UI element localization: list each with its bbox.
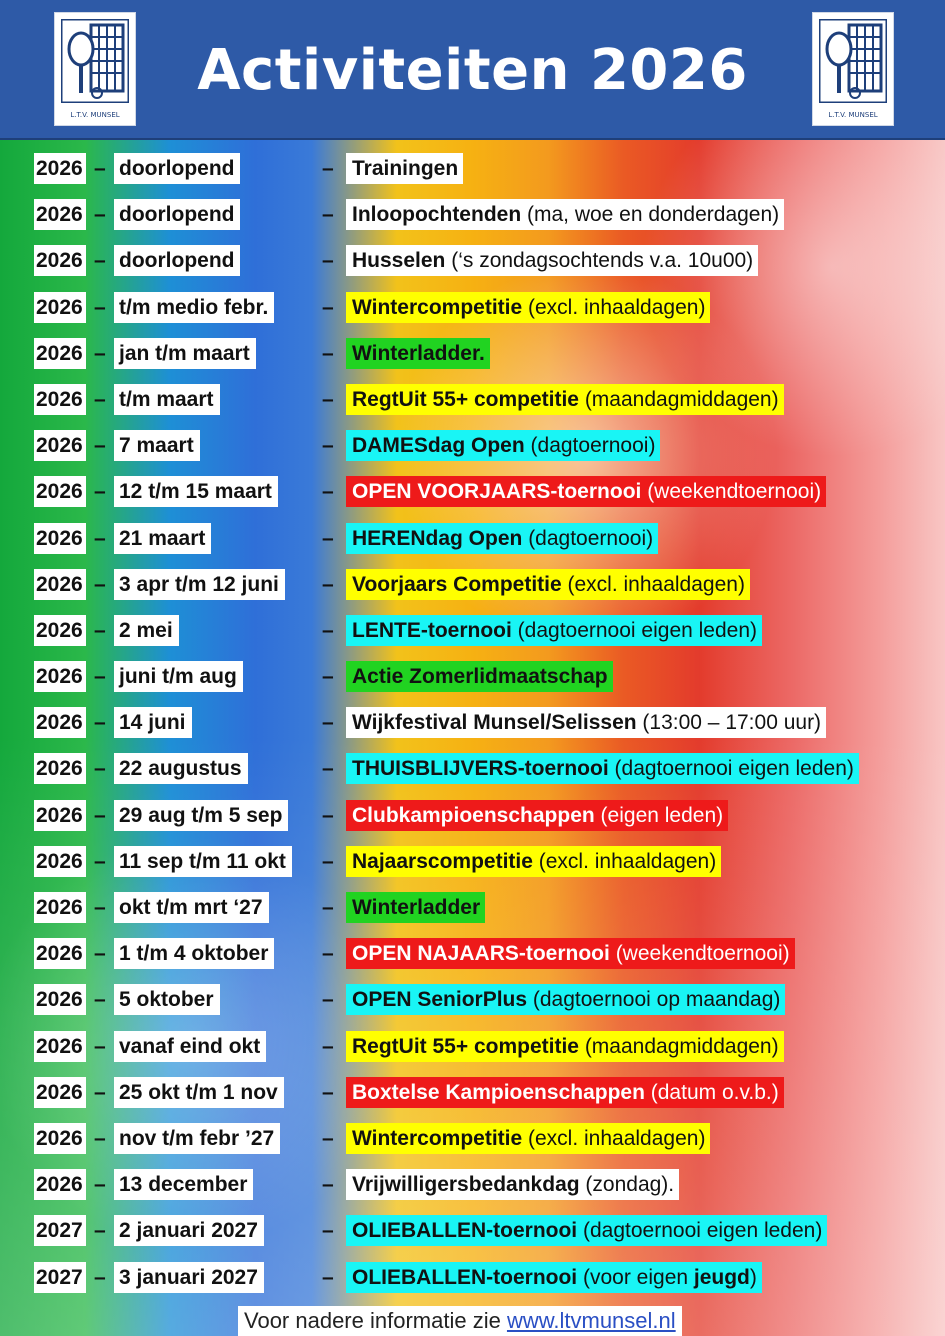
separator-dash: – — [94, 387, 106, 411]
logo-caption: L.T.V. MUNSEL — [828, 111, 878, 119]
separator-dash: – — [94, 249, 106, 273]
activity-year: 2027 — [34, 1215, 86, 1246]
activity-title: OLIEBALLEN-toernooi — [352, 1265, 578, 1289]
activity-row — [0, 146, 945, 192]
activity-date: t/m medio febr. — [114, 292, 274, 323]
separator-dash: – — [94, 665, 106, 689]
activity-date: 29 aug t/m 5 sep — [114, 800, 288, 831]
separator-dash: – — [322, 803, 334, 827]
activity-description — [346, 892, 485, 923]
activity-row — [0, 931, 945, 977]
activity-description — [346, 1031, 784, 1062]
activity-year: 2026 — [34, 846, 86, 877]
activity-row — [0, 285, 945, 331]
activity-title: Voorjaars Competitie — [352, 572, 562, 596]
activity-title: Trainingen — [352, 157, 459, 180]
activity-description — [346, 1215, 827, 1246]
activity-title: THUISBLIJVERS-toernooi — [352, 757, 609, 781]
activity-date: 11 sep t/m 11 okt — [114, 846, 292, 877]
activity-description — [346, 153, 463, 184]
activity-date: 3 apr t/m 12 juni — [114, 569, 285, 600]
activity-year: 2026 — [34, 753, 86, 784]
separator-dash: – — [322, 849, 334, 873]
activity-year: 2026 — [34, 523, 86, 554]
separator-dash: – — [94, 942, 106, 966]
separator-dash: – — [94, 711, 106, 735]
activity-description — [346, 245, 758, 276]
activity-description — [346, 1123, 710, 1154]
activity-description — [346, 707, 826, 738]
activity-row — [0, 746, 945, 792]
activity-description — [346, 1262, 762, 1293]
activity-year: 2026 — [34, 292, 86, 323]
separator-dash: – — [94, 757, 106, 781]
activity-date: 7 maart — [114, 430, 200, 461]
activity-date: 22 augustus — [114, 753, 248, 784]
website-link[interactable]: www.ltvmunsel.nl — [506, 1308, 676, 1333]
separator-dash: – — [94, 896, 106, 919]
activity-detail: (datum o.v.b.) — [644, 1080, 779, 1104]
activity-year: 2027 — [34, 1262, 86, 1293]
activity-year: 2026 — [34, 661, 86, 692]
activity-title: HERENdag Open — [352, 526, 523, 550]
tennis-racket-icon — [819, 19, 887, 103]
separator-dash: – — [322, 157, 334, 180]
activity-title: Wintercompetitie — [352, 295, 523, 319]
activity-detail: (dagtoernooi) — [524, 434, 656, 458]
activity-description — [346, 430, 660, 461]
activity-description — [346, 476, 826, 507]
activity-date: doorlopend — [114, 245, 240, 276]
activity-row — [0, 885, 945, 931]
separator-dash: – — [94, 1080, 106, 1104]
activity-title: OPEN NAJAARS-toernooi — [352, 942, 610, 966]
activity-date: 21 maart — [114, 523, 211, 554]
activity-description — [346, 661, 613, 692]
separator-dash: – — [94, 572, 106, 596]
separator-dash: – — [94, 203, 106, 227]
separator-dash: – — [94, 1265, 106, 1289]
activity-year: 2026 — [34, 938, 86, 969]
activity-row — [0, 1208, 945, 1254]
activity-row — [0, 700, 945, 746]
page-title: Activiteiten 2026 — [197, 38, 748, 103]
activity-detail: (zondag). — [579, 1173, 675, 1197]
activity-title: Wijkfestival Munsel/Selissen — [352, 711, 637, 735]
activity-title: Winterladder — [352, 896, 481, 919]
separator-dash: – — [322, 618, 334, 642]
activity-description — [346, 569, 750, 600]
activity-description — [346, 984, 785, 1015]
activity-title: Husselen — [352, 249, 446, 273]
activity-year: 2026 — [34, 615, 86, 646]
activity-year: 2026 — [34, 1077, 86, 1108]
activity-year: 2026 — [34, 153, 86, 184]
activity-title: OPEN VOORJAARS-toernooi — [352, 480, 642, 504]
club-logo-right — [812, 12, 894, 126]
activity-title: Najaarscompetitie — [352, 849, 533, 873]
activity-year: 2026 — [34, 569, 86, 600]
activity-date: doorlopend — [114, 153, 240, 184]
activity-description — [346, 846, 721, 877]
activity-detail: (‘s zondagsochtends v.a. 10u00) — [445, 249, 754, 273]
activity-year: 2026 — [34, 338, 86, 369]
activity-title: Inloopochtenden — [352, 203, 522, 227]
footer-text: Voor nadere informatie zie — [244, 1308, 507, 1333]
activity-date: 12 t/m 15 maart — [114, 476, 278, 507]
activity-title: Vrijwilligersbedankdag — [352, 1173, 580, 1197]
activity-date: 25 okt t/m 1 nov — [114, 1077, 284, 1108]
separator-dash: – — [322, 1219, 334, 1243]
activity-title: RegtUit 55+ competitie — [352, 1034, 579, 1058]
activity-year: 2026 — [34, 707, 86, 738]
activity-row — [0, 1070, 945, 1116]
separator-dash: – — [94, 618, 106, 642]
activity-detail: (maandagmiddagen) — [578, 1034, 779, 1058]
activity-row — [0, 793, 945, 839]
activity-detail: (excl. inhaaldagen) — [522, 295, 706, 319]
activity-detail: (13:00 – 17:00 uur) — [636, 711, 822, 735]
activity-date: okt t/m mrt ‘27 — [114, 892, 269, 923]
separator-dash: – — [322, 526, 334, 550]
activity-year: 2026 — [34, 1123, 86, 1154]
activity-year: 2026 — [34, 430, 86, 461]
activity-detail: (eigen leden) — [594, 803, 724, 827]
separator-dash: – — [322, 434, 334, 458]
activity-title: RegtUit 55+ competitie — [352, 387, 579, 411]
activity-row — [0, 1116, 945, 1162]
separator-dash: – — [94, 341, 106, 365]
separator-dash: – — [322, 341, 334, 365]
separator-dash: – — [322, 1265, 334, 1289]
activity-detail: (excl. inhaaldagen) — [532, 849, 717, 873]
separator-dash: – — [94, 1219, 106, 1243]
activity-detail-end: ) — [749, 1265, 757, 1289]
activity-row — [0, 516, 945, 562]
activity-detail: (dagtoernooi eigen leden) — [511, 618, 758, 642]
activity-detail: (weekendtoernooi) — [641, 480, 822, 504]
activity-description — [346, 384, 784, 415]
separator-dash: – — [322, 203, 334, 227]
activity-date: 14 juni — [114, 707, 192, 738]
separator-dash: – — [322, 387, 334, 411]
activity-detail: (excl. inhaaldagen) — [561, 572, 745, 596]
activity-date: doorlopend — [114, 199, 240, 230]
header-bar — [0, 0, 945, 140]
activity-row — [0, 192, 945, 238]
activity-date: jan t/m maart — [114, 338, 256, 369]
activity-title: OPEN SeniorPlus — [352, 988, 528, 1012]
activity-date: 2 januari 2027 — [114, 1215, 264, 1246]
activity-year: 2026 — [34, 245, 86, 276]
separator-dash: – — [94, 1126, 106, 1150]
activity-description — [346, 615, 762, 646]
activity-detail: (excl. inhaaldagen) — [522, 1126, 706, 1150]
activity-year: 2026 — [34, 984, 86, 1015]
separator-dash: – — [94, 434, 106, 458]
separator-dash: – — [94, 526, 106, 550]
activity-row — [0, 1255, 945, 1301]
separator-dash: – — [94, 157, 106, 180]
activity-title: OLIEBALLEN-toernooi — [352, 1219, 578, 1243]
activity-row — [0, 423, 945, 469]
activity-detail: (maandagmiddagen) — [578, 387, 779, 411]
separator-dash: – — [94, 988, 106, 1012]
activity-year: 2026 — [34, 1031, 86, 1062]
activity-detail: (ma, woe en donderdagen) — [521, 203, 780, 227]
activity-row — [0, 1024, 945, 1070]
activity-detail: (weekendtoernooi) — [609, 942, 790, 966]
activity-title: Clubkampioenschappen — [352, 803, 595, 827]
activity-row — [0, 654, 945, 700]
separator-dash: – — [322, 572, 334, 596]
logo-caption: L.T.V. MUNSEL — [70, 111, 120, 119]
activity-list — [0, 146, 945, 1301]
separator-dash: – — [322, 249, 334, 273]
activity-date: 5 oktober — [114, 984, 220, 1015]
activity-row — [0, 562, 945, 608]
activity-title: Wintercompetitie — [352, 1126, 523, 1150]
activity-title: Boxtelse Kampioenschappen — [352, 1080, 645, 1104]
activity-detail: (dagtoernooi eigen leden) — [608, 757, 854, 781]
separator-dash: – — [322, 711, 334, 735]
activity-row — [0, 1162, 945, 1208]
activity-row — [0, 377, 945, 423]
separator-dash: – — [94, 1034, 106, 1058]
activity-year: 2026 — [34, 199, 86, 230]
separator-dash: – — [322, 665, 334, 689]
separator-dash: – — [322, 757, 334, 781]
separator-dash: – — [322, 988, 334, 1012]
activity-row — [0, 977, 945, 1023]
activity-description — [346, 753, 859, 784]
activity-date: 13 december — [114, 1169, 253, 1200]
activity-title: LENTE-toernooi — [352, 618, 512, 642]
activity-title: Actie Zomerlidmaatschap — [352, 665, 608, 689]
activity-date: juni t/m aug — [114, 661, 243, 692]
activity-description — [346, 523, 658, 554]
separator-dash: – — [322, 896, 334, 919]
activity-detail: (dagtoernooi op maandag) — [527, 988, 781, 1012]
activity-year: 2026 — [34, 800, 86, 831]
activity-title: DAMESdag Open — [352, 434, 525, 458]
separator-dash: – — [94, 295, 106, 319]
separator-dash: – — [322, 295, 334, 319]
activity-description — [346, 1169, 679, 1200]
separator-dash: – — [322, 1034, 334, 1058]
activity-year: 2026 — [34, 1169, 86, 1200]
activity-date: vanaf eind okt — [114, 1031, 266, 1062]
separator-dash: – — [94, 803, 106, 827]
activity-description — [346, 938, 795, 969]
activity-description — [346, 199, 784, 230]
activity-detail-bold: jeugd — [693, 1265, 750, 1289]
separator-dash: – — [322, 480, 334, 504]
activity-detail: (dagtoernooi) — [522, 526, 654, 550]
activity-detail: (dagtoernooi eigen leden) — [577, 1219, 823, 1243]
separator-dash: – — [94, 849, 106, 873]
separator-dash: – — [94, 1173, 106, 1197]
activity-description — [346, 338, 490, 369]
activity-row — [0, 469, 945, 515]
activity-year: 2026 — [34, 384, 86, 415]
separator-dash: – — [94, 480, 106, 504]
separator-dash: – — [322, 1173, 334, 1197]
activity-date: nov t/m febr ’27 — [114, 1123, 280, 1154]
activity-description — [346, 1077, 784, 1108]
activity-year: 2026 — [34, 476, 86, 507]
activity-detail: (voor eigen — [577, 1265, 694, 1289]
separator-dash: – — [322, 1080, 334, 1104]
activity-row — [0, 238, 945, 284]
activity-date: 1 t/m 4 oktober — [114, 938, 274, 969]
activity-date: t/m maart — [114, 384, 220, 415]
activity-row — [0, 331, 945, 377]
activity-row — [0, 839, 945, 885]
activity-date: 3 januari 2027 — [114, 1262, 264, 1293]
separator-dash: – — [322, 1126, 334, 1150]
activity-title: Winterladder. — [352, 341, 485, 365]
activity-description — [346, 800, 728, 831]
separator-dash: – — [322, 942, 334, 966]
footer-info — [238, 1306, 682, 1336]
activity-row — [0, 608, 945, 654]
activity-description — [346, 292, 710, 323]
activity-date: 2 mei — [114, 615, 179, 646]
activity-year: 2026 — [34, 892, 86, 923]
